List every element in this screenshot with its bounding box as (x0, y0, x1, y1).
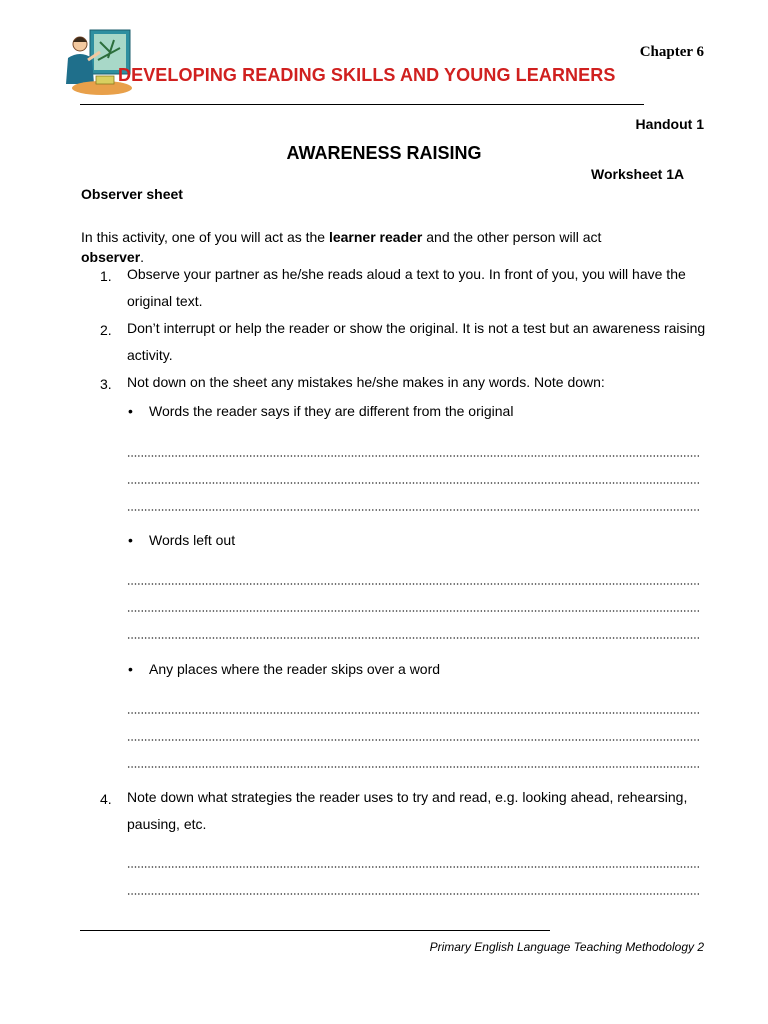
answer-line (127, 610, 699, 612)
footer-divider (80, 930, 550, 931)
worksheet-label: Worksheet 1A (591, 166, 685, 182)
item-number: 2. (100, 322, 112, 338)
intro-bold-observer: observer (81, 249, 141, 265)
handout-label: Handout 1 (635, 116, 704, 132)
list-item: Don’t interrupt or help the reader or show the original. It is not a test but an awareness raising activity. (127, 320, 706, 363)
footer-text: Primary English Language Teaching Methodology 2 (429, 940, 704, 954)
list-item: Observe your partner as he/she reads aloud a text to you. In front of you, you will have the original text. (127, 266, 686, 309)
intro-text: . (140, 249, 145, 265)
intro-text: In this activity, one of you will act as the (81, 229, 329, 245)
bullet-icon: • (128, 661, 133, 677)
bullet-item: Words the reader says if they are different from the original (149, 403, 514, 419)
list-item: Not down on the sheet any mistakes he/she makes in any words. Note down: (127, 374, 605, 390)
item-number: 1. (100, 268, 112, 284)
chapter-label: Chapter 6 (639, 44, 704, 60)
bullet-icon: • (128, 532, 133, 548)
answer-line (127, 712, 699, 714)
bullet-item: Any places where the reader skips over a word (149, 661, 441, 677)
answer-line (127, 766, 699, 768)
intro-text: and the other person will act (422, 229, 602, 245)
answer-line (127, 866, 699, 868)
document-title: DEVELOPING READING SKILLS AND YOUNG LEARNERS (118, 65, 616, 85)
answer-line (127, 455, 699, 457)
answer-line (127, 637, 699, 639)
bullet-item: Words left out (149, 532, 236, 548)
answer-line (127, 739, 699, 741)
bullet-icon: • (128, 403, 133, 419)
intro-bold-learner-reader: learner reader (328, 229, 423, 245)
item-number: 3. (100, 376, 112, 392)
observer-sheet-label: Observer sheet (81, 186, 183, 202)
teacher-clipart-icon (60, 28, 140, 98)
list-item: Note down what strategies the reader uses to try and read, e.g. looking ahead, rehearsing, pausing, etc. (127, 789, 688, 832)
answer-line (127, 509, 699, 511)
answer-line (127, 482, 699, 484)
page-heading: AWARENESS RAISING (286, 143, 482, 163)
answer-line (127, 893, 699, 895)
item-number: 4. (100, 791, 112, 807)
answer-line (127, 583, 699, 585)
header-divider (80, 104, 644, 105)
